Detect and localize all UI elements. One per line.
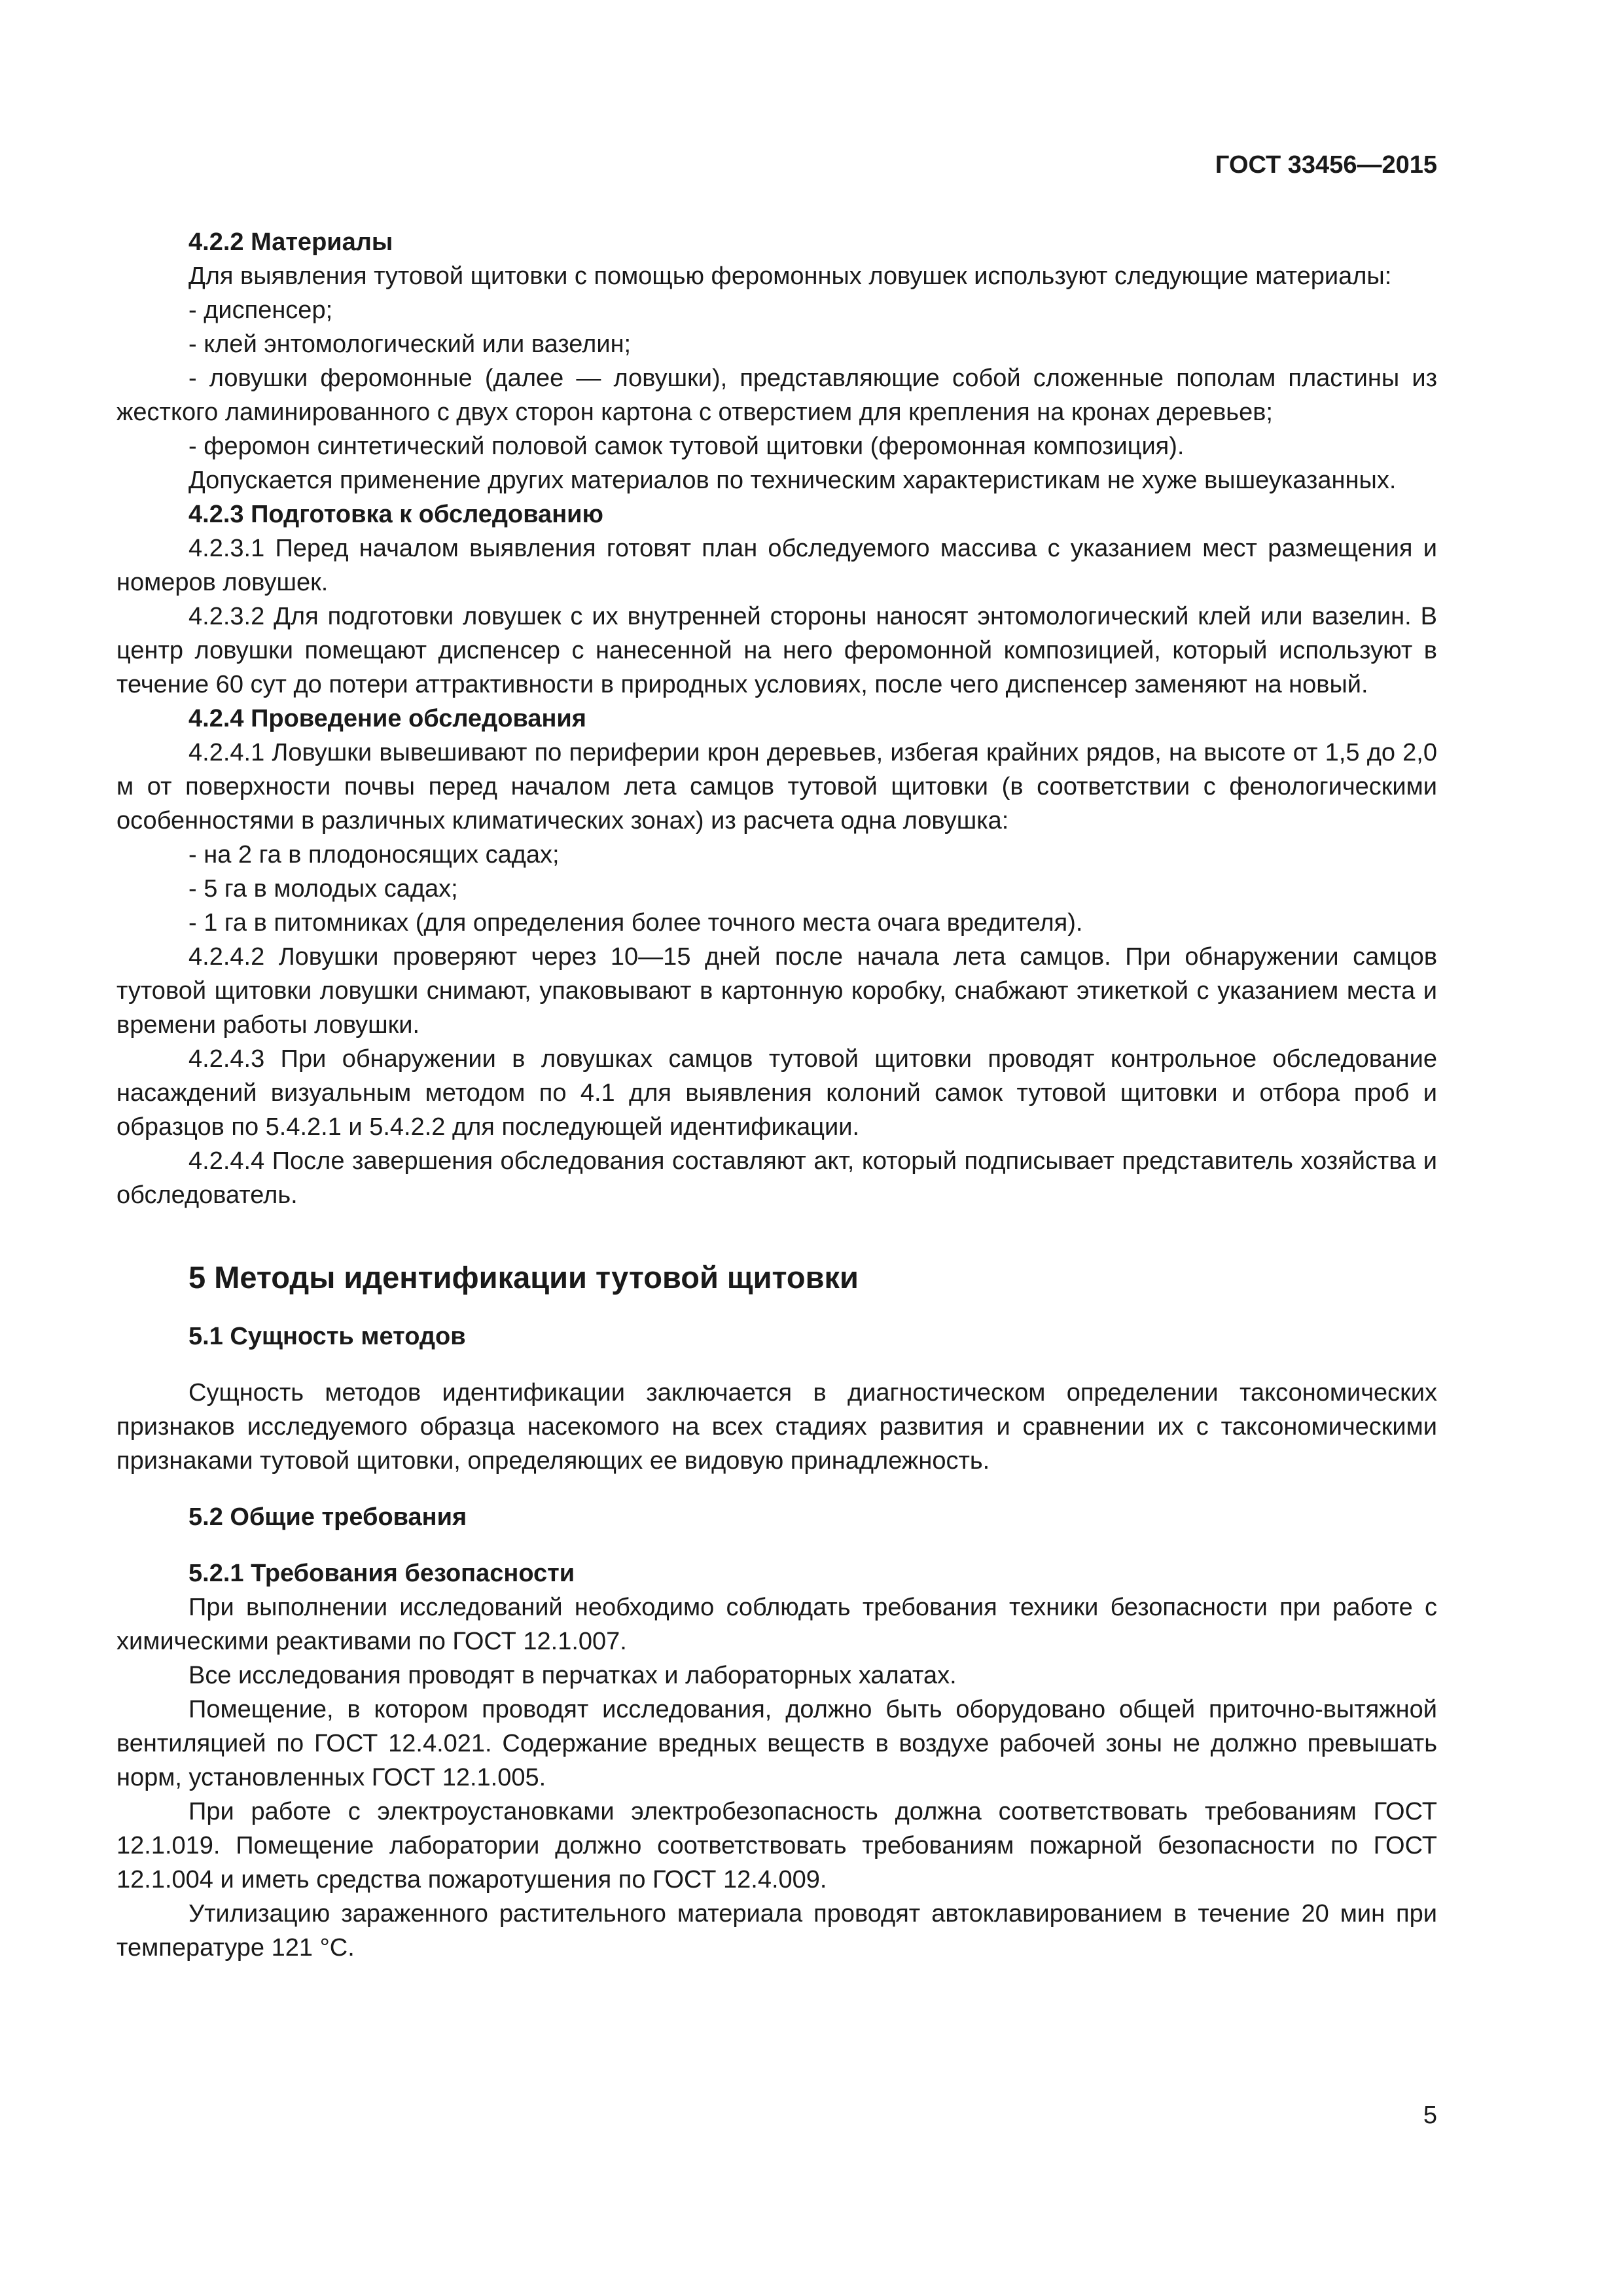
section-heading: 5 Методы идентификации тутовой щитовки <box>188 1260 859 1295</box>
paragraph: 4.2.4.3 При обнаружении в ловушках самцов тутовой щитовки проводят контрольное обследование насаждений визуальным методом по 4.1 для выявления колоний самок тутовой щитовки и отбора проб и образцов по 5.4.2.1 и 5.4.2.2 для последующей идентификации. <box>116 1045 1437 1141</box>
paragraph: Утилизацию зараженного растительного материала проводят автоклавированием в течение 20 мин при температуре 121 °С. <box>116 1900 1437 1962</box>
paragraph: - 1 га в питомниках (для определения более точного места очага вредителя). <box>188 909 1083 937</box>
spacer <box>116 1534 1437 1556</box>
paragraph: 4.2.4.1 Ловушки вывешивают по периферии крон деревьев, избегая крайних рядов, на высоте от 1,5 до 2,0 м от поверхности почвы перед началом лета самцов тутовой щитовки (в соответствии с фенологическими особенностями в различных климатических зонах) из расчета одна ловушка: <box>116 739 1437 834</box>
subsection-heading: 5.2 Общие требования <box>188 1503 467 1531</box>
page-number: 5 <box>1423 2102 1437 2129</box>
subsection-heading: 4.2.2 Материалы <box>188 228 393 256</box>
paragraph: - ловушки феромонные (далее — ловушки), представляющие собой сложенные пополам пластины из жесткого ламинированного с двух сторон картона с отверстием для крепления на кронах деревьев; <box>116 365 1437 426</box>
paragraph: 4.2.4.2 Ловушки проверяют через 10—15 дней после начала лета самцов. При обнаружении самцов тутовой щитовки ловушки снимают, упаковывают в картонную коробку, снабжают этикеткой с указанием места и времени работы ловушки. <box>116 943 1437 1039</box>
paragraph: - диспенсер; <box>188 296 333 324</box>
paragraph: - феромон синтетический половой самок тутовой щитовки (феромонная композиция). <box>188 433 1185 460</box>
document-code-header: ГОСТ 33456—2015 <box>1215 151 1437 179</box>
paragraph: Сущность методов идентификации заключается в диагностическом определении таксономических признаков исследуемого образца насекомого на всех стадиях развития и сравнении их с таксономическими признаками тутовой щитовки, определяющих ее видовую принадлежность. <box>116 1379 1437 1475</box>
paragraph: Помещение, в котором проводят исследования, должно быть оборудовано общей приточно-вытяжной вентиляцией по ГОСТ 12.4.021. Содержание вредных веществ в воздухе рабочей зоны не должно превышать норм, установленных ГОСТ 12.1.005. <box>116 1696 1437 1791</box>
paragraph: Для выявления тутовой щитовки с помощью феромонных ловушек используют следующие материалы: <box>188 262 1392 290</box>
paragraph: - на 2 га в плодоносящих садах; <box>188 841 560 869</box>
subsection-heading: 4.2.4 Проведение обследования <box>188 705 586 732</box>
subsection-heading: 5.2.1 Требования безопасности <box>188 1560 575 1587</box>
spacer <box>116 1354 1437 1376</box>
paragraph: Допускается применение других материалов по техническим характеристикам не хуже вышеуказанных. <box>188 467 1397 494</box>
paragraph: При работе с электроустановками электробезопасность должна соответствовать требованиям ГОСТ 12.1.019. Помещение лаборатории должно соответствовать требованиям пожарной безопасности по ГОСТ 12.1.004 и иметь средства пожаротушения по ГОСТ 12.4.009. <box>116 1798 1437 1893</box>
spacer <box>116 1478 1437 1500</box>
paragraph: - клей энтомологический или вазелин; <box>188 331 632 358</box>
paragraph: 4.2.4.4 После завершения обследования составляют акт, который подписывает представитель хозяйства и обследователь. <box>116 1147 1437 1209</box>
spacer <box>116 1297 1437 1319</box>
paragraph: При выполнении исследований необходимо соблюдать требования техники безопасности при работе с химическими реактивами по ГОСТ 12.1.007. <box>116 1594 1437 1655</box>
document-body <box>116 225 1437 1965</box>
subsection-heading: 5.1 Сущность методов <box>188 1323 466 1350</box>
paragraph: 4.2.3.2 Для подготовки ловушек с их внутренней стороны наносят энтомологический клей или вазелин. В центр ловушки помещают диспенсер с нанесенной на него феромонной композицией, который используют в течение 60 сут до потери аттрактивности в природных условиях, после чего диспенсер заменяют на новый. <box>116 603 1437 698</box>
paragraph: - 5 га в молодых садах; <box>188 875 458 903</box>
paragraph: 4.2.3.1 Перед началом выявления готовят план обследуемого массива с указанием мест размещения и номеров ловушек. <box>116 535 1437 596</box>
paragraph: Все исследования проводят в перчатках и лабораторных халатах. <box>188 1662 957 1689</box>
subsection-heading: 4.2.3 Подготовка к обследованию <box>188 501 603 528</box>
